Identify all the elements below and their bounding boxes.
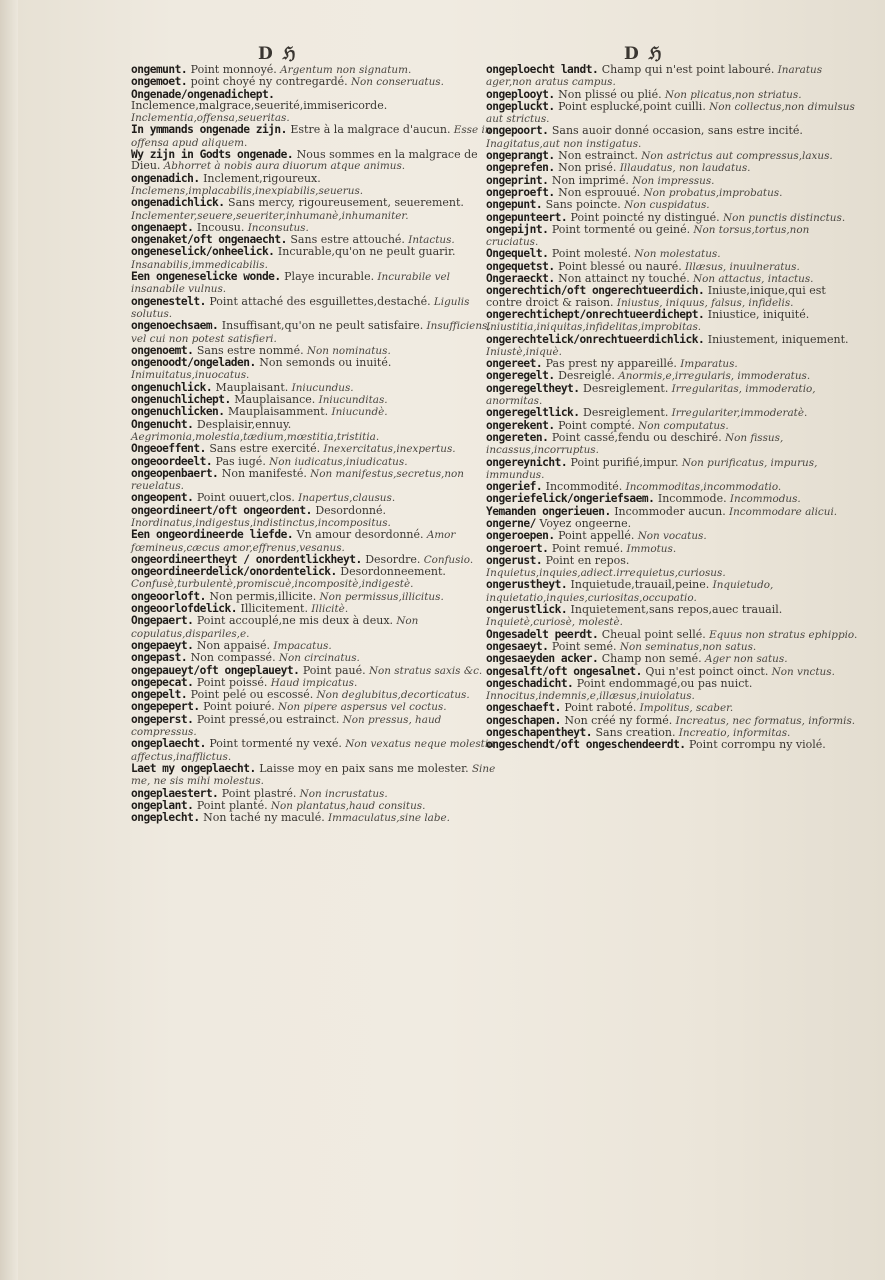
entry-definition: Point poissé. [193, 675, 268, 689]
entry-latin: Iniustè,iniquè. [486, 345, 562, 358]
entry-latin: Impolitus, scaber. [636, 702, 734, 715]
entry-definition: Point corrompu ny violé. [685, 738, 826, 752]
entry-headword: ongeregelt. [486, 369, 555, 383]
entry-definition: Inclement,rigoureux. [199, 171, 321, 185]
dictionary-entry [486, 383, 858, 408]
dictionary-entry [131, 505, 503, 530]
entry-definition: Non créé ny formé. [560, 713, 673, 727]
entry-definition: Desordonné. [311, 503, 387, 517]
entry-headword: ongeneselick/onheelick. [131, 245, 275, 259]
entry-headword: ongeordineert/oft ongeordent. [131, 503, 312, 517]
entry-latin: Non vnctus. [768, 665, 835, 678]
entry-definition: Point purifié,impur. [567, 455, 679, 469]
entry-latin: Non nominatus. [303, 344, 391, 357]
dictionary-entry [486, 432, 858, 457]
entry-latin: Inagitatus,aut non instigatus. [486, 137, 642, 150]
entry-latin: Non fissus, incassus,incorruptus. [486, 431, 784, 457]
dictionary-entry [486, 579, 858, 604]
entry-latin: Incommodare alicui. [725, 505, 838, 518]
dictionary-entry [486, 604, 858, 629]
entry-definition: Point paué. [299, 663, 366, 677]
entry-latin: Illaudatus, non laudatus. [616, 162, 751, 175]
entry-headword: ongeschadicht. [486, 676, 574, 690]
entry-definition: Point poincté ny distingué. [567, 210, 720, 224]
entry-definition: Sans estre nommé. [193, 343, 304, 357]
entry-latin: Inclemens,implacabilis,inexpiabilis,seuerus. [131, 184, 364, 197]
entry-headword: ongesaeyden acker. [486, 652, 599, 666]
entry-definition: Inquietement,sans repos,auec trauail. [567, 603, 783, 617]
entry-headword: ongeroepen. [486, 529, 555, 543]
entry-definition: Point en repos. [542, 553, 630, 567]
entry-headword: ongepunteert. [486, 210, 568, 224]
entry-headword: ongereten. [486, 430, 549, 444]
entry-latin: Inconsutus. [244, 221, 309, 234]
entry-definition: Inclemence,malgrace,seuerité,immisericorde. [131, 98, 388, 112]
entry-headword: ongerief. [486, 480, 543, 494]
dictionary-entry [131, 124, 503, 149]
entry-latin: Inclementia,offensa,seueritas. [131, 112, 290, 125]
entry-definition: Desreiglement. [579, 406, 669, 420]
entry-latin: Confusio. [420, 553, 474, 566]
entry-definition: Sans mercy, rigoureusement, seuerement. [224, 196, 464, 210]
entry-latin: Confusè,turbulentè,promiscuè,incompositè,indigestè. [131, 578, 414, 591]
entry-headword: ongeplecht. [131, 811, 200, 825]
entry-headword: ongenuchlick. [131, 380, 213, 394]
entry-definition: Point tormenté ny vexé. [205, 737, 342, 751]
entry-headword: ongeschapen. [486, 713, 561, 727]
entry-definition: Iniuste,inique,qui est contre droict & raison. [486, 284, 826, 309]
entry-definition: Non estrainct. [554, 149, 638, 163]
entry-definition: Estre à la malgrace d'aucun. [286, 123, 451, 137]
entry-latin: Inapertus,clausus. [294, 492, 396, 505]
entry-headword: ongereynicht. [486, 455, 568, 469]
entry-latin: Inaratus ager,non aratus campus. [486, 64, 823, 89]
entry-latin: Insufficiens, vel cui non potest satisfieri. [131, 320, 491, 345]
entry-headword: ongepluckt. [486, 99, 555, 113]
entry-headword: ongenoechsaem. [131, 319, 219, 333]
entry-definition: Non taché ny maculé. [199, 811, 325, 825]
entry-definition: Sans poincte. [542, 198, 621, 212]
entry-definition: Point cassé,fendu ou deschiré. [548, 430, 722, 444]
right-column [486, 64, 858, 752]
entry-latin: Non seminatus,non satus. [616, 640, 757, 653]
entry-headword: ongeriefelick/ongeriefsaem. [486, 492, 655, 506]
entry-headword: ongeprint. [486, 173, 549, 187]
entry-latin: Non permissus,illicitus. [316, 590, 444, 603]
entry-definition: Champ non semé. [598, 652, 702, 666]
dictionary-entry [131, 714, 503, 739]
entry-headword: ongeplant. [131, 798, 194, 812]
entry-headword: ongenoemt. [131, 343, 194, 357]
entry-latin: Inclementer,seuere,seueriter,inhumanè,inhumaniter. [131, 209, 409, 222]
entry-headword: Ongepaert. [131, 614, 194, 628]
entry-latin: Non computatus. [634, 419, 729, 432]
entry-headword: Een ongeneselicke wonde. [131, 270, 281, 284]
entry-definition: Point ouuert,clos. [193, 491, 295, 505]
entry-definition: Desplaisir,ennuy. [193, 417, 292, 431]
entry-definition: Sans estre exercité. [205, 442, 321, 456]
entry-definition: Sans auoir donné occasion, sans estre incité. [548, 124, 803, 138]
entry-definition: Incommoder aucun. [610, 504, 726, 518]
entry-definition: Sans creation. [592, 726, 676, 740]
entry-definition: Laisse moy en paix sans me molester. [255, 761, 469, 775]
entry-headword: ongeregeltheyt. [486, 381, 580, 395]
entry-latin: Non conseruatus. [347, 76, 444, 89]
entry-latin: Iniucundus. [288, 381, 354, 394]
dictionary-entry [486, 125, 858, 150]
entry-headword: ongeperst. [131, 712, 194, 726]
entry-headword: Wy zijn in Godts ongenade. [131, 148, 294, 162]
entry-definition: Incousu. [193, 220, 245, 234]
entry-definition: Non appaisé. [193, 638, 271, 652]
entry-definition: Pas prest ny appareillé. [542, 357, 677, 371]
entry-headword: ongeordineertheyt / onordentlickheyt. [131, 552, 362, 566]
entry-definition: Non manifesté. [218, 466, 307, 480]
dictionary-entry [131, 738, 503, 763]
dictionary-entry [486, 309, 858, 334]
left-column [131, 64, 503, 824]
dictionary-entry [131, 468, 503, 493]
entry-headword: ongeprangt. [486, 149, 555, 163]
entry-latin: Aegrimonia,molestia,tædium,mœstitia,tristitia. [131, 430, 380, 443]
entry-definition: Desreiglement. [579, 381, 669, 395]
dictionary-entry [486, 555, 858, 580]
entry-latin: Equus non stratus ephippio. [705, 628, 858, 641]
entry-latin: Anormis,e,irregularis, immoderatus. [614, 370, 811, 383]
entry-latin: Iniustus, iniquus, falsus, infidelis. [613, 296, 794, 309]
entry-headword: ongeoorlofdelick. [131, 602, 238, 616]
entry-headword: ongerustheyt. [486, 578, 568, 592]
entry-definition: Point esplucké,point cuilli. [554, 99, 706, 113]
entry-definition: Non attainct ny touché. [554, 272, 690, 286]
dictionary-entry [486, 101, 858, 126]
entry-latin: Incommodus. [726, 493, 801, 506]
entry-definition: Iniustice, iniquité. [704, 307, 810, 321]
entry-headword: ongenaept. [131, 220, 194, 234]
entry-definition: Point compté. [554, 418, 635, 432]
entry-latin: Non manifestus,secretus,non reuelatus. [131, 467, 464, 493]
entry-definition: Point attaché des esguillettes,destaché. [205, 294, 431, 308]
entry-latin: Non torsus,tortus,non cruciatus. [486, 223, 810, 249]
entry-definition: Illicitement. [237, 602, 308, 616]
entry-headword: ongepepert. [131, 700, 200, 714]
entry-latin: Illicitè. [307, 603, 349, 616]
entry-headword: ongepoort. [486, 124, 549, 138]
dictionary-entry [131, 197, 503, 222]
entry-latin: Ager non satus. [701, 653, 788, 666]
dictionary-entry [486, 64, 858, 89]
entry-headword: ongereet. [486, 357, 543, 371]
entry-latin: Non deglubitus,decorticatus. [313, 689, 470, 702]
dictionary-entry [486, 334, 858, 359]
entry-latin: Innocitus,indemnis,e,illæsus,inuiolatus. [486, 690, 695, 703]
entry-latin: Non punctis distinctus. [719, 211, 846, 224]
entry-headword: ongeordineerdelick/onordentelick. [131, 565, 337, 579]
entry-headword: ongeprefen. [486, 161, 555, 175]
entry-headword: ongeoorloft. [131, 589, 206, 603]
entry-headword: Ongeoeffent. [131, 442, 206, 456]
entry-definition: Cheual point sellé. [598, 627, 706, 641]
entry-latin: Increatio, informitas. [675, 727, 791, 740]
entry-latin: Insanabilis,immedicabilis. [131, 258, 268, 271]
entry-latin: Esse in offensa apud aliquem. [131, 124, 492, 149]
entry-definition: Mauplaisance. [230, 393, 316, 407]
entry-definition: Inquietude,trauail,peine. [567, 578, 710, 592]
entry-headword: ongerekent. [486, 418, 555, 432]
entry-headword: ongenadichlick. [131, 196, 225, 210]
dictionary-entry [131, 357, 503, 382]
entry-headword: ongeplaestert. [131, 786, 219, 800]
entry-headword: Yemanden ongerieuen. [486, 504, 611, 518]
entry-headword: In ymmands ongenade zijn. [131, 123, 287, 137]
signature-mark-left: D ℌ [258, 44, 298, 64]
entry-latin: Immotus. [623, 542, 677, 555]
entry-headword: ongerechtich/oft ongerechtueerdich. [486, 284, 705, 298]
entry-headword: ongeproeft. [486, 185, 555, 199]
entry-definition: Point pressé,ou estrainct. [193, 712, 340, 726]
entry-latin: Non attactus, intactus. [689, 273, 814, 286]
entry-definition: Mauplaisamment. [224, 405, 329, 419]
entry-definition: Qui n'est poinct oinct. [641, 664, 769, 678]
entry-latin: Inquietudo, inquietatio,inquies,curiositas,occupatio. [486, 579, 774, 604]
entry-latin: Inquietus,inquies,adiect.irrequietus,curiosus. [486, 567, 726, 580]
entry-definition: Non semonds ou inuité. [255, 356, 392, 370]
entry-headword: ongenadich. [131, 171, 200, 185]
entry-headword: ongeschendt/oft ongeschendeerdt. [486, 738, 686, 752]
entry-definition: Point planté. [193, 798, 268, 812]
entry-definition: Incommode. [654, 492, 727, 506]
entry-headword: ongepelt. [131, 688, 188, 702]
entry-latin: Irregulariter,immoderatè. [668, 407, 808, 420]
entry-definition: Sans estre attouché. [286, 233, 405, 247]
dictionary-entry [486, 739, 858, 751]
entry-latin: Non cuspidatus. [620, 199, 710, 212]
entry-headword: Ongesadelt peerdt. [486, 627, 599, 641]
entry-definition: Non plissé ou plié. [554, 87, 662, 101]
entry-headword: ongerustlick. [486, 603, 568, 617]
dictionary-entry [131, 89, 503, 125]
entry-latin: Non collectus,non dimulsus aut strictus. [486, 100, 855, 126]
entry-headword: ongeroert. [486, 541, 549, 555]
entry-definition: Playe incurable. [280, 270, 375, 284]
entry-headword: ongemunt. [131, 63, 188, 76]
entry-definition: Incommodité. [542, 480, 623, 494]
entry-latin: Inordinatus,indigestus,indistinctus,incompositus. [131, 516, 391, 529]
entry-definition: Point tormenté ou geiné. [548, 222, 691, 236]
entry-definition: Point monnoyé. [187, 63, 277, 76]
entry-definition: Desordre. [361, 552, 421, 566]
entry-definition: Incurable,qu'on ne peult guarir. [274, 245, 456, 259]
entry-latin: Non plantatus,haud consitus. [267, 799, 426, 812]
entry-headword: ongequetst. [486, 259, 555, 273]
dictionary-entry [131, 271, 503, 296]
entry-latin: Intactus. [404, 234, 455, 247]
entry-latin: Ligulis solutus. [131, 295, 470, 320]
entry-definition: Non permis,illicite. [205, 589, 317, 603]
entry-headword: ongepunt. [486, 198, 543, 212]
entry-definition: Pas iugé. [212, 454, 266, 468]
dictionary-entry [131, 296, 503, 321]
entry-definition: Point raboté. [560, 701, 637, 715]
entry-headword: Ongeraeckt. [486, 272, 555, 286]
dictionary-entry [131, 246, 503, 271]
entry-definition: Point appellé. [554, 529, 635, 543]
entry-latin: Immaculatus,sine labe. [324, 812, 450, 825]
entry-headword: ongerne/ [486, 516, 536, 530]
entry-latin: Sine me, ne sis mihi molestus. [131, 762, 496, 788]
entry-headword: ongeregeltlick. [486, 406, 580, 420]
entry-headword: ongeploecht landt. [486, 63, 599, 76]
entry-headword: ongenoodt/ongeladen. [131, 356, 256, 370]
entry-definition: Point plastré. [218, 786, 297, 800]
entry-headword: Ongenucht. [131, 417, 194, 431]
dictionary-entry [486, 285, 858, 309]
entry-latin: Non pipere aspersus vel coctus. [274, 701, 447, 714]
entry-definition: Desordonneement. [336, 565, 446, 579]
entry-latin: Inquietè,curiosè, molestè. [486, 616, 623, 629]
entry-latin: Iniucundè. [328, 406, 388, 419]
entry-definition: Point endommagé,ou pas nuict. [573, 676, 753, 690]
entry-headword: ongepaueyt/oft ongeplaueyt. [131, 663, 300, 677]
signature-mark-right: D ℌ [624, 44, 664, 64]
entry-headword: ongepecat. [131, 675, 194, 689]
entry-latin: Non iudicatus,iniudicatus. [265, 455, 408, 468]
entry-definition: Non compassé. [187, 651, 276, 665]
entry-latin: Non impressus. [628, 174, 715, 187]
entry-headword: ongenestelt. [131, 294, 206, 308]
entry-latin: Non vocatus. [634, 530, 707, 543]
entry-latin: Imparatus. [676, 358, 738, 371]
dictionary-entry [131, 320, 503, 345]
dictionary-entry [131, 529, 503, 554]
entry-latin: Incommoditas,incommodatio. [622, 481, 782, 494]
entry-definition: Point poiuré. [199, 700, 275, 714]
entry-headword: ongeplaecht. [131, 737, 206, 751]
entry-headword: Laet my ongeplaecht. [131, 761, 256, 775]
entry-headword: ongeoordeelt. [131, 454, 213, 468]
entry-definition: Point pelé ou escossé. [187, 688, 314, 702]
dictionary-entry [131, 149, 503, 173]
entry-headword: ongesalft/oft ongesalnet. [486, 664, 642, 678]
entry-definition: Non prisé. [554, 161, 617, 175]
entry-definition: Desreiglé. [554, 369, 615, 383]
entry-headword: ongepaeyt. [131, 638, 194, 652]
entry-definition: Point accouplé,ne mis deux à deux. [193, 614, 394, 628]
entry-headword: ongeschapentheyt. [486, 726, 593, 740]
entry-headword: ongepast. [131, 651, 188, 665]
dictionary-entry [131, 173, 503, 198]
entry-latin: Inimuitatus,inuocatus. [131, 369, 250, 382]
entry-definition: Non imprimé. [548, 173, 629, 187]
entry-latin: Non stratus saxis &c. [365, 664, 483, 677]
entry-latin: Argentum non signatum. [276, 64, 412, 76]
entry-latin: Incurabile vel insanabile vulnus. [131, 271, 450, 296]
entry-definition: Champ qui n'est point labouré. [598, 63, 775, 76]
entry-definition: Point blessé ou nauré. [554, 259, 682, 273]
entry-latin: Non pressus, haud compressus. [131, 713, 442, 739]
entry-latin: Non probatus,improbatus. [640, 186, 783, 199]
entry-headword: ongesaeyt. [486, 639, 549, 653]
entry-headword: ongeopent. [131, 491, 194, 505]
entry-headword: ongemoet. [131, 75, 188, 89]
dictionary-entry [131, 763, 503, 788]
entry-definition: Point semé. [548, 639, 617, 653]
entry-latin: Amor fœmineus,cæcus amor,effrenus,vesanus. [131, 529, 456, 554]
dictionary-entry [486, 224, 858, 249]
dictionary-entry [131, 812, 503, 824]
entry-latin: Haud impicatus. [267, 676, 358, 689]
dictionary-entry [131, 615, 503, 640]
entry-definition: Insuffisant,qu'on ne peult satisfaire. [218, 319, 424, 333]
entry-definition: Vn amour desordonné. [293, 528, 424, 542]
entry-definition: Non esprouué. [554, 185, 641, 199]
entry-latin: Non molestatus. [631, 248, 721, 261]
entry-latin: Irregularitas, immoderatio, anormitas. [486, 382, 816, 408]
entry-definition: Nous sommes en la malgrace de Dieu. [131, 148, 478, 173]
entry-latin: Impacatus. [270, 639, 332, 652]
entry-headword: ongepijnt. [486, 222, 549, 236]
entry-latin: Non plicatus,non striatus. [661, 88, 802, 101]
entry-latin: Iniustitia,iniquitas,infidelitas,improbitas. [486, 321, 702, 334]
entry-headword: Ongequelt. [486, 247, 549, 261]
dictionary-entry [486, 678, 858, 703]
entry-latin: Non incrustatus. [296, 787, 388, 800]
entry-latin: Non purificatus, impurus, immundus. [486, 456, 818, 481]
entry-headword: ongeschaeft. [486, 701, 561, 715]
entry-headword: ongerechtelick/onrechtueerdichlick. [486, 332, 705, 346]
dictionary-entry [131, 566, 503, 591]
dictionary-entry [131, 419, 503, 444]
entry-definition: Voyez ongeerne. [535, 516, 632, 530]
entry-headword: ongenaket/oft ongenaecht. [131, 233, 287, 247]
entry-latin: Non circinatus. [275, 652, 360, 665]
entry-latin: Illæsus, inuulneratus. [681, 260, 800, 273]
entry-latin: Non copulatus,dispariles,e. [131, 615, 419, 640]
entry-headword: ongenuchlichept. [131, 393, 231, 407]
entry-headword: ongerechtichept/onrechtueerdichept. [486, 307, 705, 321]
page-fold-shadow [0, 0, 18, 1280]
entry-definition: Point remué. [548, 541, 624, 555]
dictionary-entry [486, 457, 858, 482]
entry-latin: Non astrictus aut compressus,laxus. [638, 150, 833, 163]
entry-headword: ongerust. [486, 553, 543, 567]
entry-latin: Inexercitatus,inexpertus. [320, 443, 456, 456]
entry-headword: ongeplooyt. [486, 87, 555, 101]
entry-latin: Iniucunditas. [315, 394, 388, 407]
entry-latin: Non vexatus neque molestia affectus,inafflictus. [131, 738, 495, 763]
entry-definition: point choyé ny contregardé. [187, 75, 348, 89]
entry-definition: Mauplaisant. [212, 380, 289, 394]
entry-definition: Point molesté. [548, 247, 632, 261]
entry-latin: Abhorret à nobis aura diuorum atque animus. [160, 160, 406, 173]
entry-latin: Increatus, nec formatus, informis. [672, 714, 856, 727]
entry-definition: Iniustement, iniquement. [704, 332, 849, 346]
entry-headword: Een ongeordineerde liefde. [131, 528, 294, 542]
entry-headword: Ongenade/ongenadichept. [131, 87, 275, 101]
entry-headword: ongeopenbaert. [131, 466, 219, 480]
entry-headword: ongenuchlicken. [131, 405, 225, 419]
